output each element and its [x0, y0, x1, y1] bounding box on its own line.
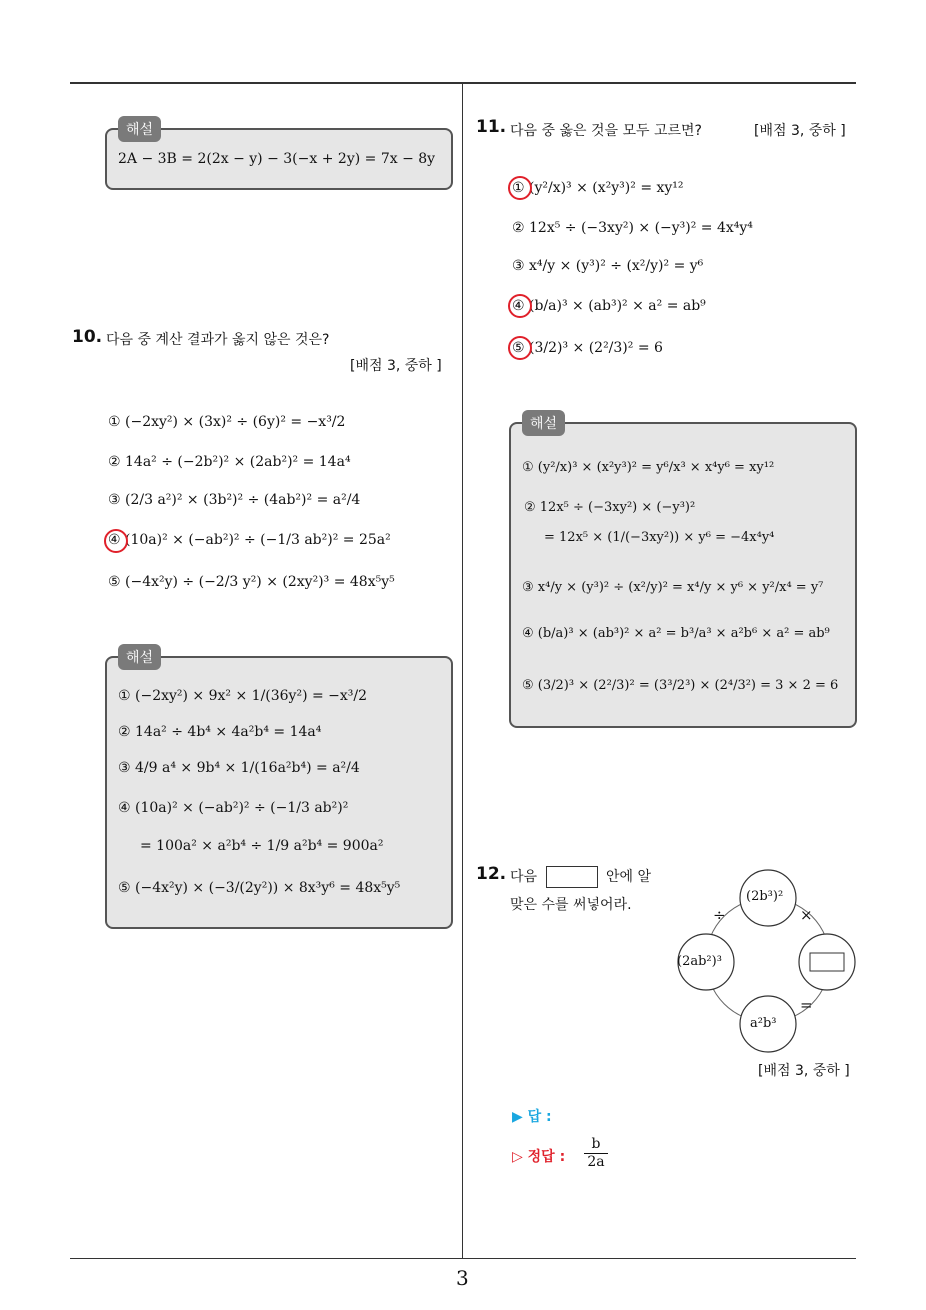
q10-solution-tag: 해설	[118, 644, 161, 670]
q10-choice-3[interactable]: ③ (2/3 a²)² × (3b²)² ÷ (4ab²)² = a²/4	[108, 492, 361, 508]
q11-choice-1[interactable]: ① (y²/x)³ × (x²y³)² = xy¹²	[512, 180, 684, 196]
q12-correct-denominator: 2a	[587, 1154, 605, 1170]
q10-choice-5[interactable]: ⑤ (−4x²y) ÷ (−2/3 y²) × (2xy²)³ = 48x⁵y⁵	[108, 574, 395, 590]
q10-solution-4: ④ (10a)² × (−ab²)² ÷ (−1/3 ab²)²	[118, 800, 349, 816]
q10-solution-6: ⑤ (−4x²y) × (−3/(2y²)) × 8x³y⁶ = 48x⁵y⁵	[118, 880, 401, 896]
q12-blank-box[interactable]	[546, 866, 598, 888]
solution-line: 2A − 3B = 2(2x − y) − 3(−x + 2y) = 7x − 8y	[118, 151, 436, 167]
q11-solution-2: ② 12x⁵ ÷ (−3xy²) × (−y³)²	[524, 500, 696, 515]
q10-choice-4[interactable]: ④ (10a)² × (−ab²)² ÷ (−1/3 ab²)² = 25a²	[108, 532, 391, 548]
column-divider	[462, 84, 463, 1259]
q11-choice-5[interactable]: ⑤ (3/2)³ × (2²/3)² = 6	[512, 340, 663, 356]
q12-correct-numerator: b	[584, 1136, 608, 1154]
q12-answer-label: ▶ 답 :	[512, 1109, 552, 1125]
q12-node-bottom-label: a²b³	[750, 1016, 777, 1031]
q12-node-right-blank	[810, 953, 844, 971]
question-11-points: [배점 3, 중하 ]	[754, 123, 846, 139]
q12-correct-label: ▷ 정답 :	[512, 1149, 566, 1165]
bottom-rule	[70, 1258, 856, 1259]
q10-answer-circle	[104, 529, 128, 553]
question-12-text	[510, 866, 651, 888]
q11-solution-3: = 12x⁵ × (1/(−3xy²)) × y⁶ = −4x⁴y⁴	[544, 530, 775, 545]
q11-solution-tag: 해설	[522, 410, 565, 436]
question-10-number: 10.	[72, 327, 103, 347]
q11-solution-6: ⑤ (3/2)³ × (2²/3)² = (3³/2³) × (2⁴/3²) = 3 × 2 = 6	[522, 678, 839, 693]
q11-answer-circle-5	[508, 336, 532, 360]
q11-choice-3[interactable]: ③ x⁴/y × (y³)² ÷ (x²/y)² = y⁶	[512, 258, 704, 274]
q11-choice-4[interactable]: ④ (b/a)³ × (ab³)² × a² = ab⁹	[512, 298, 706, 314]
q10-solution-1: ① (−2xy²) × 9x² × 1/(36y²) = −x³/2	[118, 688, 368, 704]
top-rule	[70, 82, 856, 84]
q12-op-equals: =	[800, 996, 813, 1014]
question-10-points: [배점 3, 중하 ]	[350, 358, 442, 374]
q10-solution-2: ② 14a² ÷ 4b⁴ × 4a²b⁴ = 14a⁴	[118, 724, 322, 740]
question-10-text: 다음 중 계산 결과가 옳지 않은 것은?	[106, 332, 330, 348]
question-11-number: 11.	[476, 117, 507, 137]
q10-choice-2[interactable]: ② 14a² ÷ (−2b²)² × (2ab²)² = 14a⁴	[108, 454, 351, 470]
q11-solution-1: ① (y²/x)³ × (x²y³)² = y⁶/x³ × x⁴y⁶ = xy¹²	[522, 460, 775, 475]
question-11-text: 다음 중 옳은 것을 모두 고르면?	[510, 123, 702, 139]
q11-solution-4: ③ x⁴/y × (y³)² ÷ (x²/y)² = x⁴/y × y⁶ × y²/x⁴ = y⁷	[522, 580, 824, 595]
q10-choice-1[interactable]: ① (−2xy²) × (3x)² ÷ (6y)² = −x³/2	[108, 414, 346, 430]
solution-tag: 해설	[118, 116, 161, 142]
q11-solution-5: ④ (b/a)³ × (ab³)² × a² = b³/a³ × a²b⁶ × a² = ab⁹	[522, 626, 830, 641]
q12-text-after: 안에 알	[605, 869, 651, 885]
question-12-number: 12.	[476, 864, 507, 884]
question-12-points: [배점 3, 중하 ]	[758, 1063, 850, 1079]
q11-answer-circle-4	[508, 294, 532, 318]
q12-text-line2: 맞은 수를 써넣어라.	[510, 897, 632, 913]
q11-answer-circle-1	[508, 176, 532, 200]
q12-node-top-label: (2b³)²	[746, 889, 784, 904]
page-number: 3	[456, 1266, 469, 1290]
q12-node-left-label: (2ab²)³	[677, 954, 722, 969]
q12-op-divide: ÷	[713, 906, 726, 924]
q12-op-times: ×	[800, 906, 813, 924]
q11-choice-2[interactable]: ② 12x⁵ ÷ (−3xy²) × (−y³)² = 4x⁴y⁴	[512, 220, 753, 236]
q10-solution-3: ③ 4/9 a⁴ × 9b⁴ × 1/(16a²b⁴) = a²/4	[118, 760, 360, 776]
q12-correct-fraction	[584, 1136, 608, 1170]
q12-text-before: 다음	[510, 869, 538, 885]
q10-solution-5: = 100a² × a²b⁴ ÷ 1/9 a²b⁴ = 900a²	[140, 838, 384, 854]
